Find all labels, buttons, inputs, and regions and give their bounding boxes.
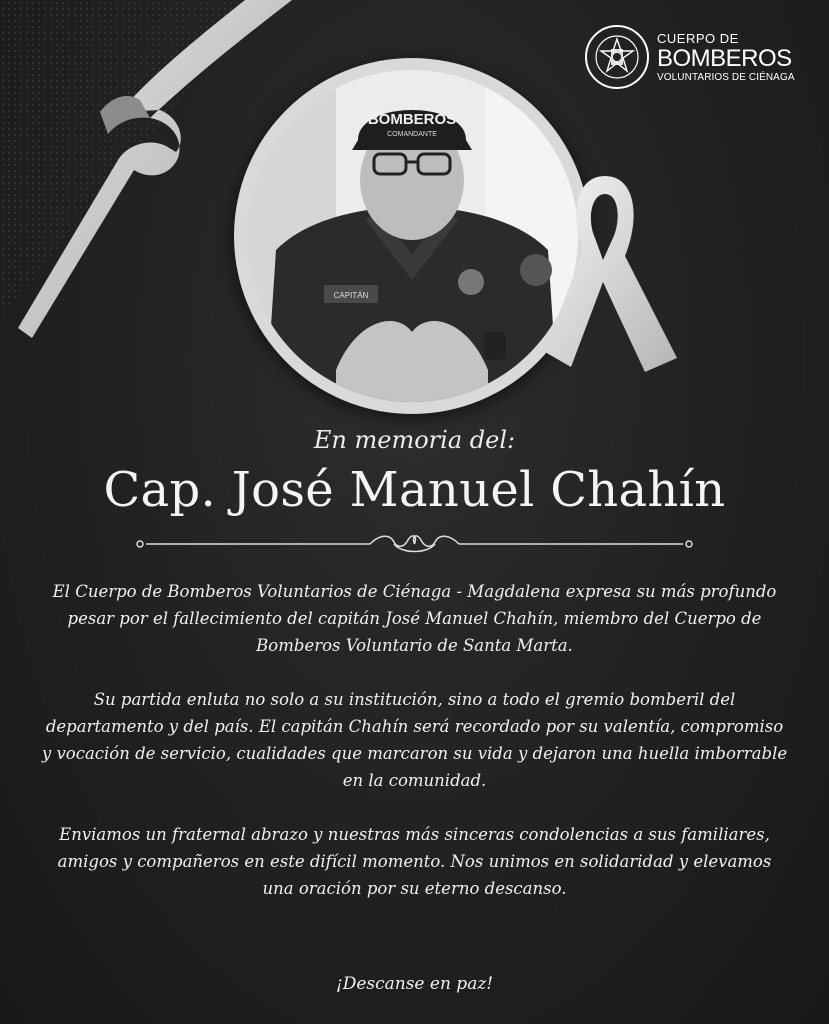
logo-line-2: BOMBEROS <box>657 44 792 72</box>
closing-line: ¡Descanse en paz! <box>335 974 494 994</box>
condolence-message <box>40 578 789 929</box>
portrait-illustration <box>246 70 578 402</box>
fire-department-badge-icon <box>583 23 651 91</box>
portrait-frame <box>234 58 590 414</box>
name-tag-text: CAPITÁN <box>333 291 369 300</box>
captain-portrait <box>246 70 578 402</box>
paragraph-3: Enviamos un fraternal abrazo y nuestras más sinceras condolencias a sus familiares, amigos y compañeros en este difícil momento. Nos unimos en solidaridad y elevamos una oración por su eterno descanso. <box>57 825 772 898</box>
ornamental-divider-icon <box>132 530 697 558</box>
memorial-intro: En memoria del: <box>313 426 516 454</box>
paragraph-1: El Cuerpo de Bomberos Voluntarios de Ciénaga - Magdalena expresa su más profundo pesar por el fallecimiento del capitán José Manuel Chahín, miembro del Cuerpo de Bomberos Voluntario de Santa Marta. <box>52 582 777 655</box>
logo-line-3: VOLUNTARIOS DE CIÉNAGA <box>657 71 795 83</box>
logo-line-1: CUERPO DE <box>657 30 739 46</box>
cap-subtext: COMANDANTE <box>387 131 437 138</box>
bomberos-logo <box>583 22 823 92</box>
paragraph-2: Su partida enluta no solo a su institución, sino a todo el gremio bomberil del departamento y del país. El capitán Chahín será recordado por su valentía, compromiso y vocación de servicio, cualidades que marcaron su vida y dejaron una huella imborrable en la comunidad. <box>41 690 788 790</box>
honoree-name: Cap. José Manuel Chahín <box>103 462 726 518</box>
mourning-ribbon-icon <box>545 172 685 377</box>
cap-text: BOMBEROS <box>367 111 457 128</box>
